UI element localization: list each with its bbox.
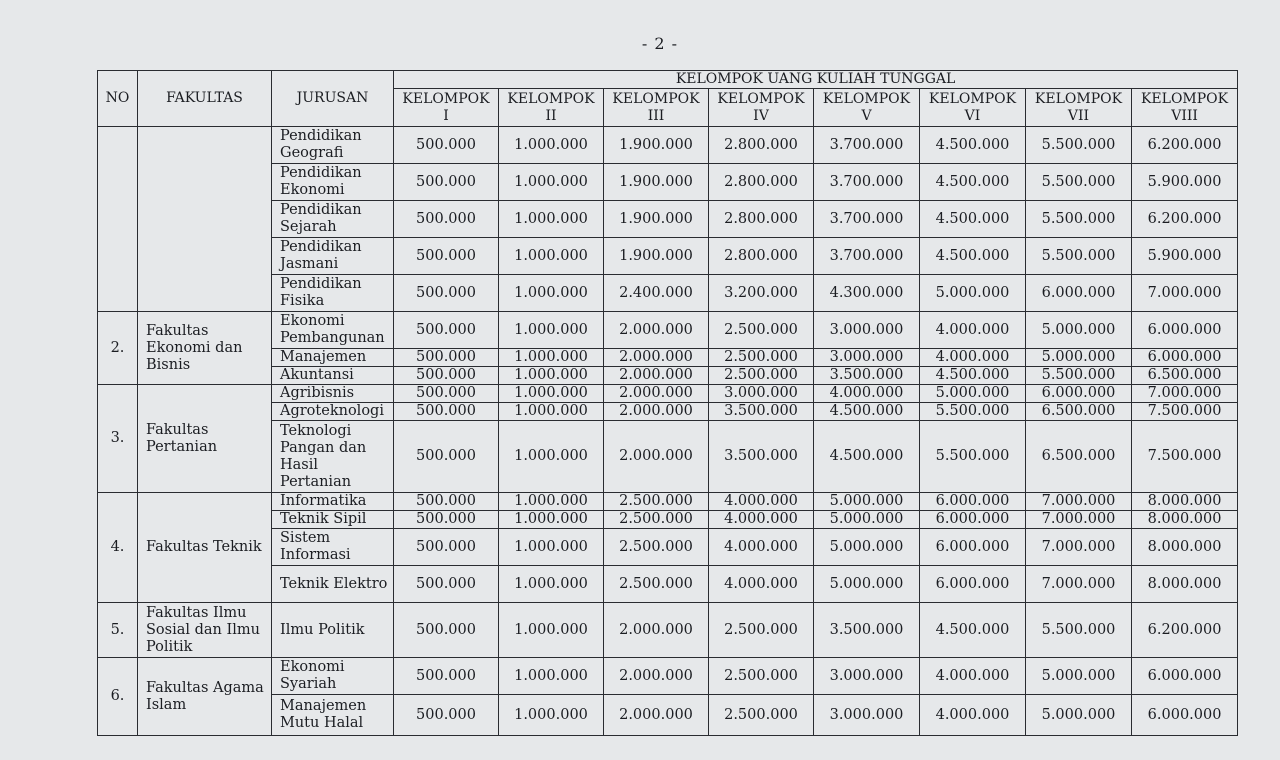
department-name: Manajemen [272, 349, 394, 367]
fee-cell-kelompok-4: 4.000.000 [709, 566, 814, 603]
fee-cell-kelompok-1: 500.000 [394, 164, 499, 201]
department-name: Sistem Informasi [272, 529, 394, 566]
fee-cell-kelompok-3: 2.000.000 [604, 367, 709, 385]
department-name: Ekonomi Syariah [272, 658, 394, 695]
fee-cell-kelompok-1: 500.000 [394, 312, 499, 349]
fee-cell-kelompok-5: 4.000.000 [814, 385, 920, 403]
faculty-name: Fakultas Teknik [138, 493, 272, 603]
department-name: Ekonomi Pembangunan [272, 312, 394, 349]
fee-cell-kelompok-6: 6.000.000 [920, 511, 1026, 529]
fee-cell-kelompok-4: 2.500.000 [709, 367, 814, 385]
header-kelompok-5: KELOMPOK V [814, 89, 920, 127]
fee-cell-kelompok-2: 1.000.000 [499, 201, 604, 238]
fee-cell-kelompok-1: 500.000 [394, 385, 499, 403]
fee-cell-kelompok-2: 1.000.000 [499, 566, 604, 603]
fee-cell-kelompok-2: 1.000.000 [499, 164, 604, 201]
fee-cell-kelompok-8: 8.000.000 [1132, 529, 1238, 566]
fee-cell-kelompok-4: 3.500.000 [709, 403, 814, 421]
department-name: Pendidikan Ekonomi [272, 164, 394, 201]
fee-cell-kelompok-1: 500.000 [394, 127, 499, 164]
department-name: Informatika [272, 493, 394, 511]
fee-cell-kelompok-6: 4.500.000 [920, 367, 1026, 385]
fee-cell-kelompok-7: 5.500.000 [1026, 603, 1132, 658]
fee-cell-kelompok-4: 4.000.000 [709, 529, 814, 566]
fee-cell-kelompok-1: 500.000 [394, 238, 499, 275]
fee-cell-kelompok-7: 5.500.000 [1026, 201, 1132, 238]
fee-cell-kelompok-6: 4.000.000 [920, 658, 1026, 695]
department-name: Pendidikan Sejarah [272, 201, 394, 238]
faculty-name: Fakultas Ilmu Sosial dan Ilmu Politik [138, 603, 272, 658]
fee-cell-kelompok-4: 2.800.000 [709, 164, 814, 201]
fee-cell-kelompok-5: 3.000.000 [814, 312, 920, 349]
fee-cell-kelompok-7: 5.500.000 [1026, 164, 1132, 201]
fee-cell-kelompok-4: 2.500.000 [709, 658, 814, 695]
fee-cell-kelompok-7: 5.500.000 [1026, 127, 1132, 164]
fee-cell-kelompok-8: 6.000.000 [1132, 312, 1238, 349]
fee-cell-kelompok-3: 2.000.000 [604, 312, 709, 349]
department-name: Agribisnis [272, 385, 394, 403]
fee-cell-kelompok-2: 1.000.000 [499, 529, 604, 566]
table-row [98, 493, 1238, 511]
fee-cell-kelompok-7: 6.000.000 [1026, 385, 1132, 403]
fee-cell-kelompok-6: 5.500.000 [920, 421, 1026, 493]
fee-cell-kelompok-4: 2.800.000 [709, 201, 814, 238]
faculty-name: Fakultas Ekonomi dan Bisnis [138, 312, 272, 385]
fee-cell-kelompok-3: 2.000.000 [604, 385, 709, 403]
table-body [98, 127, 1238, 736]
fee-cell-kelompok-2: 1.000.000 [499, 493, 604, 511]
fee-cell-kelompok-5: 4.500.000 [814, 403, 920, 421]
fee-cell-kelompok-1: 500.000 [394, 493, 499, 511]
fee-cell-kelompok-3: 2.500.000 [604, 511, 709, 529]
fee-cell-kelompok-7: 7.000.000 [1026, 529, 1132, 566]
fee-cell-kelompok-2: 1.000.000 [499, 403, 604, 421]
fee-cell-kelompok-4: 2.800.000 [709, 127, 814, 164]
fee-cell-kelompok-8: 8.000.000 [1132, 566, 1238, 603]
fee-cell-kelompok-6: 4.000.000 [920, 312, 1026, 349]
fee-cell-kelompok-8: 6.000.000 [1132, 658, 1238, 695]
fee-cell-kelompok-5: 3.500.000 [814, 367, 920, 385]
fee-cell-kelompok-2: 1.000.000 [499, 695, 604, 736]
fee-cell-kelompok-8: 7.000.000 [1132, 275, 1238, 312]
fee-cell-kelompok-6: 5.000.000 [920, 275, 1026, 312]
fee-cell-kelompok-5: 3.700.000 [814, 238, 920, 275]
fee-cell-kelompok-2: 1.000.000 [499, 127, 604, 164]
fee-cell-kelompok-8: 8.000.000 [1132, 493, 1238, 511]
fee-cell-kelompok-5: 4.500.000 [814, 421, 920, 493]
fee-cell-kelompok-1: 500.000 [394, 658, 499, 695]
fee-cell-kelompok-2: 1.000.000 [499, 385, 604, 403]
header-kelompok-8: KELOMPOK VIII [1132, 89, 1238, 127]
table-row [98, 603, 1238, 658]
fee-cell-kelompok-5: 3.500.000 [814, 603, 920, 658]
fee-cell-kelompok-3: 2.000.000 [604, 421, 709, 493]
fee-cell-kelompok-2: 1.000.000 [499, 367, 604, 385]
department-name: Manajemen Mutu Halal [272, 695, 394, 736]
fee-cell-kelompok-6: 6.000.000 [920, 493, 1026, 511]
fee-cell-kelompok-5: 3.700.000 [814, 164, 920, 201]
faculty-name: Fakultas Agama Islam [138, 658, 272, 736]
fee-cell-kelompok-7: 6.500.000 [1026, 421, 1132, 493]
fee-cell-kelompok-8: 7.500.000 [1132, 403, 1238, 421]
fee-cell-kelompok-6: 6.000.000 [920, 566, 1026, 603]
fee-cell-kelompok-2: 1.000.000 [499, 658, 604, 695]
header-kelompok-3: KELOMPOK III [604, 89, 709, 127]
fee-cell-kelompok-6: 4.000.000 [920, 349, 1026, 367]
fee-cell-kelompok-3: 1.900.000 [604, 201, 709, 238]
fee-cell-kelompok-1: 500.000 [394, 275, 499, 312]
fee-cell-kelompok-4: 3.500.000 [709, 421, 814, 493]
department-name: Teknik Sipil [272, 511, 394, 529]
row-number: 3. [98, 385, 138, 493]
department-name: Pendidikan Fisika [272, 275, 394, 312]
fee-cell-kelompok-3: 2.000.000 [604, 658, 709, 695]
fee-cell-kelompok-8: 6.000.000 [1132, 695, 1238, 736]
fee-cell-kelompok-2: 1.000.000 [499, 511, 604, 529]
fee-cell-kelompok-4: 3.000.000 [709, 385, 814, 403]
header-no: NO [98, 71, 138, 127]
fee-cell-kelompok-5: 3.000.000 [814, 349, 920, 367]
department-name: Pendidikan Jasmani [272, 238, 394, 275]
fee-cell-kelompok-7: 6.500.000 [1026, 403, 1132, 421]
fee-cell-kelompok-4: 2.500.000 [709, 312, 814, 349]
fee-cell-kelompok-2: 1.000.000 [499, 238, 604, 275]
row-number: 2. [98, 312, 138, 385]
header-group-title: KELOMPOK UANG KULIAH TUNGGAL [394, 71, 1238, 89]
department-name: Ilmu Politik [272, 603, 394, 658]
fee-cell-kelompok-7: 7.000.000 [1026, 566, 1132, 603]
fee-cell-kelompok-6: 4.500.000 [920, 127, 1026, 164]
fee-cell-kelompok-8: 5.900.000 [1132, 238, 1238, 275]
fee-cell-kelompok-5: 3.000.000 [814, 658, 920, 695]
header-kelompok-2: KELOMPOK II [499, 89, 604, 127]
fee-cell-kelompok-7: 6.000.000 [1026, 275, 1132, 312]
fee-cell-kelompok-8: 6.000.000 [1132, 349, 1238, 367]
department-name: Teknik Elektro [272, 566, 394, 603]
fee-cell-kelompok-1: 500.000 [394, 421, 499, 493]
fee-cell-kelompok-1: 500.000 [394, 529, 499, 566]
fee-cell-kelompok-7: 5.500.000 [1026, 238, 1132, 275]
row-number [98, 127, 138, 312]
tuition-table [97, 70, 1238, 736]
row-number: 6. [98, 658, 138, 736]
row-number: 5. [98, 603, 138, 658]
faculty-name [138, 127, 272, 312]
fee-cell-kelompok-8: 7.000.000 [1132, 385, 1238, 403]
fee-cell-kelompok-2: 1.000.000 [499, 275, 604, 312]
fee-cell-kelompok-8: 6.500.000 [1132, 367, 1238, 385]
fee-cell-kelompok-8: 7.500.000 [1132, 421, 1238, 493]
header-kelompok-6: KELOMPOK VI [920, 89, 1026, 127]
fee-cell-kelompok-3: 2.500.000 [604, 529, 709, 566]
fee-cell-kelompok-7: 5.000.000 [1026, 312, 1132, 349]
fee-cell-kelompok-3: 2.000.000 [604, 349, 709, 367]
fee-cell-kelompok-7: 5.000.000 [1026, 349, 1132, 367]
fee-cell-kelompok-7: 5.000.000 [1026, 658, 1132, 695]
fee-cell-kelompok-6: 5.000.000 [920, 385, 1026, 403]
fee-cell-kelompok-8: 6.200.000 [1132, 127, 1238, 164]
fee-cell-kelompok-8: 8.000.000 [1132, 511, 1238, 529]
department-name: Pendidikan Geografi [272, 127, 394, 164]
fee-cell-kelompok-6: 4.000.000 [920, 695, 1026, 736]
fee-cell-kelompok-3: 1.900.000 [604, 164, 709, 201]
fee-cell-kelompok-6: 6.000.000 [920, 529, 1026, 566]
fee-cell-kelompok-8: 6.200.000 [1132, 201, 1238, 238]
header-jurusan: JURUSAN [272, 71, 394, 127]
fee-cell-kelompok-2: 1.000.000 [499, 349, 604, 367]
fee-cell-kelompok-4: 2.500.000 [709, 603, 814, 658]
fee-cell-kelompok-8: 6.200.000 [1132, 603, 1238, 658]
fee-cell-kelompok-8: 5.900.000 [1132, 164, 1238, 201]
fee-cell-kelompok-3: 1.900.000 [604, 127, 709, 164]
fee-cell-kelompok-4: 2.500.000 [709, 349, 814, 367]
department-name: Agroteknologi [272, 403, 394, 421]
fee-cell-kelompok-1: 500.000 [394, 603, 499, 658]
fee-cell-kelompok-3: 2.400.000 [604, 275, 709, 312]
fee-cell-kelompok-7: 5.000.000 [1026, 695, 1132, 736]
header-fakultas: FAKULTAS [138, 71, 272, 127]
fee-cell-kelompok-4: 4.000.000 [709, 493, 814, 511]
fee-cell-kelompok-1: 500.000 [394, 695, 499, 736]
header-kelompok-7: KELOMPOK VII [1026, 89, 1132, 127]
fee-cell-kelompok-5: 3.000.000 [814, 695, 920, 736]
fee-cell-kelompok-6: 4.500.000 [920, 201, 1026, 238]
fee-cell-kelompok-1: 500.000 [394, 367, 499, 385]
fee-cell-kelompok-5: 5.000.000 [814, 493, 920, 511]
fee-cell-kelompok-2: 1.000.000 [499, 603, 604, 658]
fee-cell-kelompok-2: 1.000.000 [499, 421, 604, 493]
fee-cell-kelompok-5: 5.000.000 [814, 511, 920, 529]
fee-cell-kelompok-4: 2.800.000 [709, 238, 814, 275]
faculty-name: Fakultas Pertanian [138, 385, 272, 493]
table-row [98, 312, 1238, 349]
fee-cell-kelompok-2: 1.000.000 [499, 312, 604, 349]
department-name: Akuntansi [272, 367, 394, 385]
fee-cell-kelompok-6: 4.500.000 [920, 603, 1026, 658]
fee-cell-kelompok-5: 5.000.000 [814, 566, 920, 603]
fee-cell-kelompok-1: 500.000 [394, 511, 499, 529]
header-kelompok-1: KELOMPOK I [394, 89, 499, 127]
table-row [98, 658, 1238, 695]
header-kelompok-4: KELOMPOK IV [709, 89, 814, 127]
fee-cell-kelompok-6: 4.500.000 [920, 164, 1026, 201]
table-header [98, 71, 1238, 127]
row-number: 4. [98, 493, 138, 603]
page-number: - 2 - [641, 34, 679, 53]
fee-cell-kelompok-1: 500.000 [394, 566, 499, 603]
fee-cell-kelompok-4: 4.000.000 [709, 511, 814, 529]
department-name: Teknologi Pangan dan Hasil Pertanian [272, 421, 394, 493]
fee-cell-kelompok-5: 3.700.000 [814, 201, 920, 238]
fee-cell-kelompok-6: 5.500.000 [920, 403, 1026, 421]
fee-cell-kelompok-3: 2.000.000 [604, 603, 709, 658]
fee-cell-kelompok-1: 500.000 [394, 403, 499, 421]
fee-cell-kelompok-7: 7.000.000 [1026, 493, 1132, 511]
fee-cell-kelompok-5: 5.000.000 [814, 529, 920, 566]
fee-cell-kelompok-3: 2.500.000 [604, 566, 709, 603]
fee-cell-kelompok-4: 2.500.000 [709, 695, 814, 736]
fee-cell-kelompok-3: 1.900.000 [604, 238, 709, 275]
fee-cell-kelompok-4: 3.200.000 [709, 275, 814, 312]
fee-cell-kelompok-5: 4.300.000 [814, 275, 920, 312]
fee-cell-kelompok-1: 500.000 [394, 201, 499, 238]
fee-cell-kelompok-3: 2.000.000 [604, 403, 709, 421]
fee-cell-kelompok-1: 500.000 [394, 349, 499, 367]
fee-cell-kelompok-7: 5.500.000 [1026, 367, 1132, 385]
fee-cell-kelompok-3: 2.500.000 [604, 493, 709, 511]
fee-cell-kelompok-3: 2.000.000 [604, 695, 709, 736]
fee-cell-kelompok-6: 4.500.000 [920, 238, 1026, 275]
fee-cell-kelompok-7: 7.000.000 [1026, 511, 1132, 529]
table-row [98, 127, 1238, 164]
table-row [98, 385, 1238, 403]
fee-cell-kelompok-5: 3.700.000 [814, 127, 920, 164]
